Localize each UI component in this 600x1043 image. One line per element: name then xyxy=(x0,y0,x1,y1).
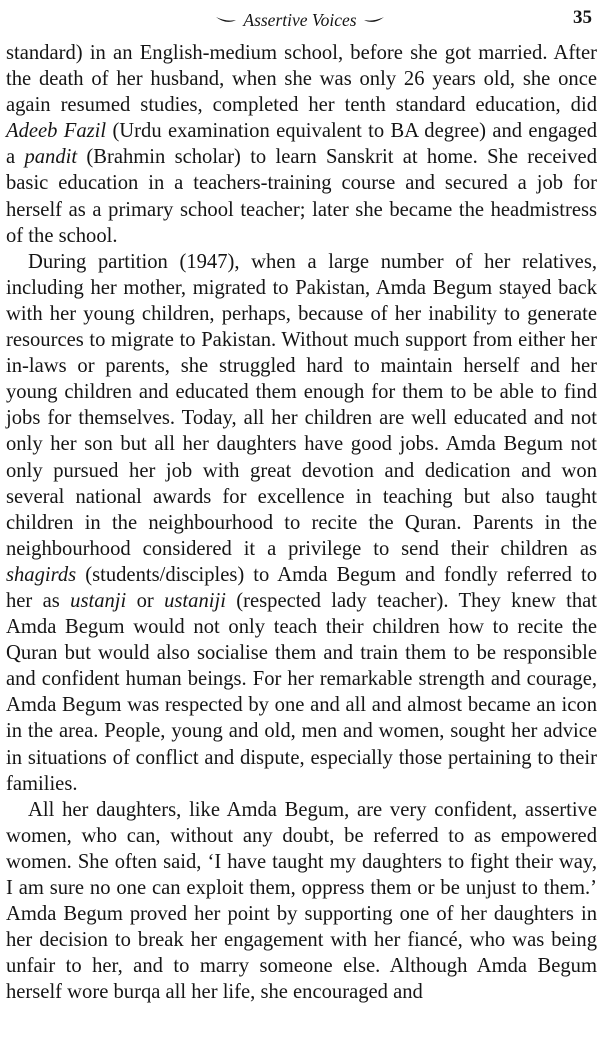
page-number: 35 xyxy=(573,7,592,28)
italic-term: pandit xyxy=(24,146,78,169)
running-title: Assertive Voices xyxy=(243,9,357,30)
italic-term: shagirds xyxy=(6,563,77,586)
text-run: (Brahmin scholar) to learn Sanskrit at home. She received basic education in a teachers-training course and secured a job for herself as a primary school teacher; later she became the headmistress of the school. xyxy=(6,146,597,247)
right-swash-ornament xyxy=(363,15,385,25)
body-text xyxy=(6,40,597,1005)
running-header xyxy=(0,6,600,32)
text-run: or xyxy=(126,589,165,612)
italic-term: Adeeb Fazil xyxy=(6,120,107,143)
running-title-group xyxy=(190,6,410,32)
italic-term: ustanji xyxy=(70,589,127,612)
paragraph xyxy=(6,40,597,249)
paragraph xyxy=(6,797,597,1006)
text-run: (respected lady teacher). They knew that Amda Begum would not only teach their children how to recite the Quran but would also socialise them and train them to be responsible and confident human beings. For her remarkable strength and courage, Amda Begum was respected by one and all and almost became an icon in the area. People, young and old, men and women, sought her advice in situations of conflict and dispute, especially those pertaining to their families. xyxy=(6,589,598,795)
text-run: During partition (1947), when a large number of her relatives, including her mother, migrated to Pakistan, Amda Begum stayed back with her young children, perhaps, because of her inability to generate resources to migrate to Pakistan. Without much support from either her in-laws or parents, she struggled hard to maintain herself and her young children and educated them enough for them to be able to find jobs for themselves. Today, all her children are well educated and not only her son but all her daughters have good jobs. Amda Begum not only pursued her job with great devotion and dedication and won several national awards for excellence in teaching but also taught children in the neighbourhood to recite the Quran. Parents in the neighbourhood considered it a privilege to send their children as xyxy=(6,250,597,560)
left-swash-ornament xyxy=(215,15,237,25)
text-run: (Urdu examination equivalent to BA degree) and engaged a xyxy=(6,120,598,169)
text-run: standard) in an English-medium school, before she got married. After the death of her husband, when she was only 26 years old, she once again resumed studies, completed her tenth standard education, did xyxy=(6,42,597,117)
text-run: (students/disciples) to Amda Begum and fondly referred to her as xyxy=(6,563,597,612)
italic-term: ustaniji xyxy=(164,589,226,612)
text-run: All her daughters, like Amda Begum, are very confident, assertive women, who can, without any doubt, be referred to as empowered women. She often said, ‘I have taught my daughters to fight their way, I am sure no one can exploit them, oppress them or be unjust to them.’ Amda Begum proved her point by supporting one of her daughters in her decision to break her engagement with her fiancé, who was being unfair to her, and to marry someone else. Although Amda Begum herself wore burqa all her life, she encouraged and xyxy=(6,798,597,1004)
paragraph xyxy=(6,249,597,797)
